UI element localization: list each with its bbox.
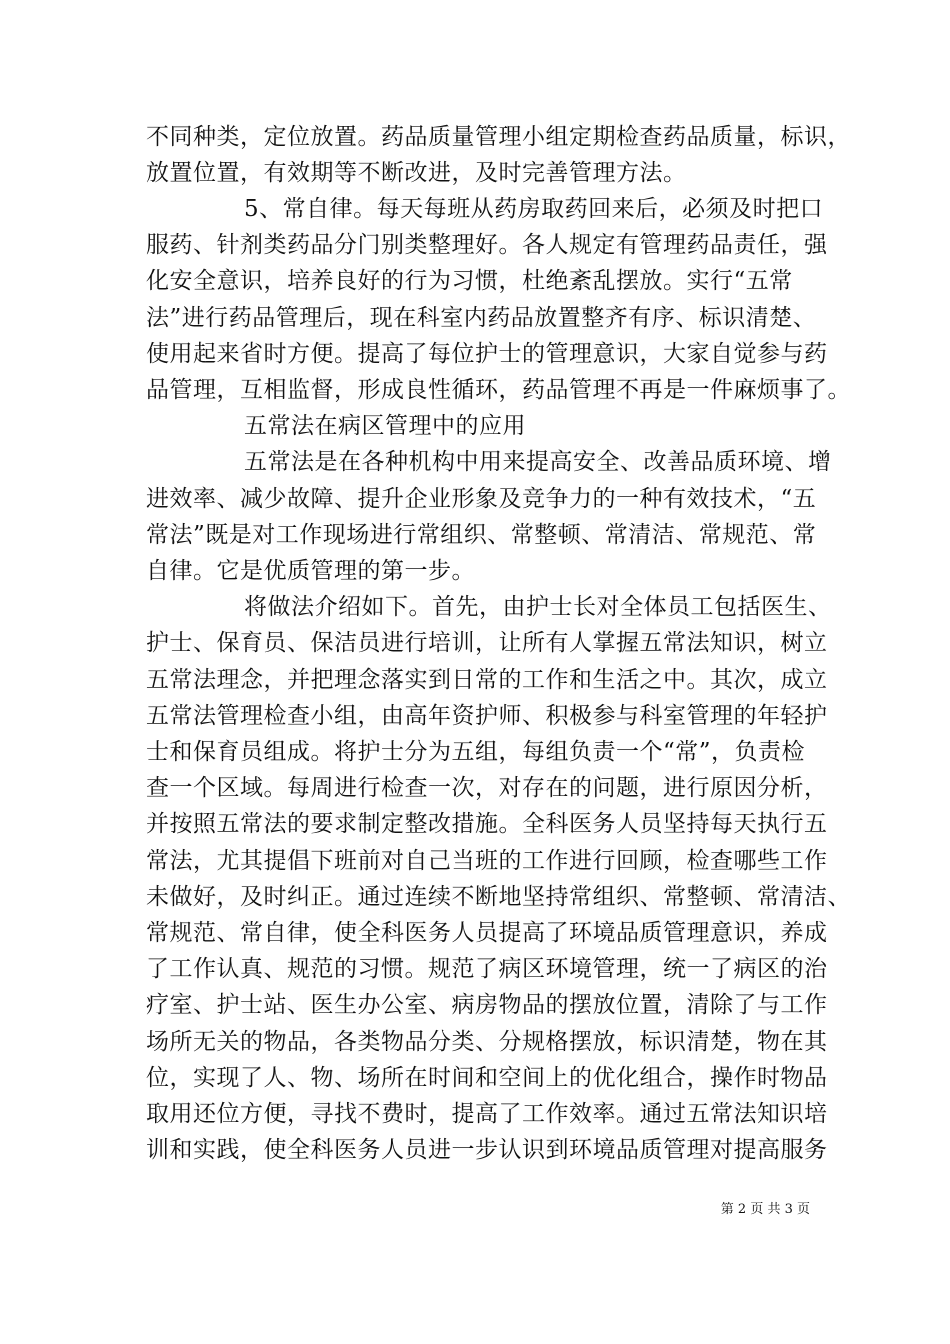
text-line: 品管理，互相监督，形成良性循环，药品管理不再是一件麻烦事了。 [146,377,851,403]
text-line: 五常法管理检查小组，由高年资护师、积极参与科室管理的年轻护 [146,703,828,729]
text-line: 疗室、护士站、医生办公室、病房物品的摆放位置，清除了与工作 [146,992,828,1018]
page-number: 第 2 页 共 3 页 [720,1202,810,1217]
text-line: 使用起来省时方便。提高了每位护士的管理意识，大家自觉参与药 [146,341,828,367]
text-line: 了工作认真、规范的习惯。规范了病区环境管理，统一了病区的治 [146,956,828,982]
text-line: 放置位置，有效期等不断改进，及时完善管理方法。 [146,160,687,186]
text-line: 护士、保育员、保洁员进行培训，让所有人掌握五常法知识，树立 [146,630,828,656]
text-line: 训和实践，使全科医务人员进一步认识到环境品质管理对提高服务 [146,1137,828,1163]
text-line: 五常法是在各种机构中用来提高安全、改善品质环境、增 [244,449,832,475]
text-line: 未做好，及时纠正。通过连续不断地坚持常组织、常整顿、常清洁、 [146,884,851,910]
text-line: 士和保育员组成。将护士分为五组，每组负责一个“常”，负责检 [146,739,806,765]
text-line: 常法，尤其提倡下班前对自己当班的工作进行回顾，检查哪些工作 [146,848,828,874]
section-heading: 五常法在病区管理中的应用 [244,413,526,439]
text-line: 五常法理念，并把理念落实到日常的工作和生活之中。其次，成立 [146,667,828,693]
text-line: 查一个区域。每周进行检查一次，对存在的问题，进行原因分析， [146,775,828,801]
text-line: 进效率、减少故障、提升企业形象及竞争力的一种有效技术，“五 [146,486,817,512]
text-line: 常法”既是对工作现场进行常组织、常整顿、常清洁、常规范、常 [146,522,817,548]
text-line: 将做法介绍如下。首先，由护士长对全体员工包括医生、 [244,594,832,620]
text-line: 不同种类，定位放置。药品质量管理小组定期检查药品质量，标识， [146,124,851,150]
text-line: 常规范、常自律，使全科医务人员提高了环境品质管理意识，养成 [146,920,828,946]
text-line: 取用还位方便，寻找不费时，提高了工作效率。通过五常法知识培 [146,1101,828,1127]
text-line: 法”进行药品管理后，现在科室内药品放置整齐有序、标识清楚、 [146,305,817,331]
text-line: 并按照五常法的要求制定整改措施。全科医务人员坚持每天执行五 [146,811,828,837]
text-line: 5、常自律。每天每班从药房取药回来后，必须及时把口 [244,196,824,222]
text-line: 位，实现了人、物、场所在时间和空间上的优化组合，操作时物品 [146,1065,828,1091]
text-line: 自律。它是优质管理的第一步。 [146,558,475,584]
text-line: 场所无关的物品，各类物品分类、分规格摆放，标识清楚，物在其 [146,1029,828,1055]
text-line: 服药、针剂类药品分门别类整理好。各人规定有管理药品责任，强 [146,232,828,258]
text-line: 化安全意识，培养良好的行为习惯，杜绝紊乱摆放。实行“五常 [146,268,793,294]
